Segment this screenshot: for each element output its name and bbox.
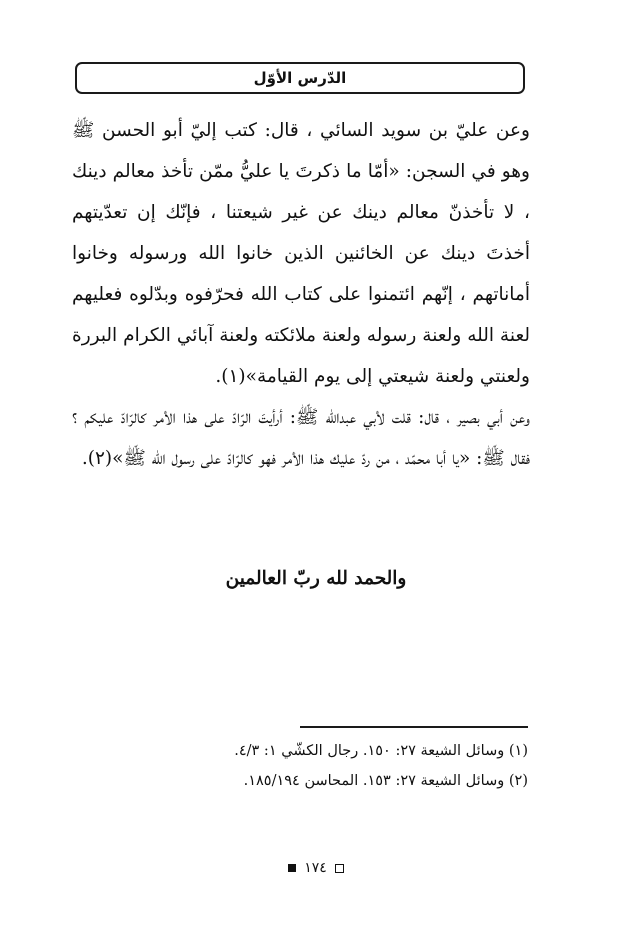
- lesson-title-box: [75, 62, 525, 94]
- paragraph-1: وعن عليّ بن سويد السائي ، قال: كتب إليّ أبو الحسن ﷺ وهو في السجن: «أمّا ما ذكرتَ يا عليُّ ممّن تأخذ معالم دينك ، لا تأخذنّ معالم دينك عن غير شيعتنا ، فإنّك إن تعدّيتهم أخذتَ دينك عن الخائنين الذين خانوا الله ورسوله وخانوا أماناتهم ، إنّهم ائتمنوا على كتاب الله فحرّفوه وبدّلوه فعليهم لعنة الله ولعنة رسوله ولعنة ملائكته ولعنة آبائي الكرام البررة ولعنتي ولعنة شيعتي إلى يوم القيامة»(١).: [72, 120, 530, 387]
- body-text: [72, 110, 530, 479]
- lesson-title: الدّرس الأوّل: [253, 69, 347, 87]
- closing-line: والحمد لله ربّ العالمين: [225, 568, 407, 589]
- footnote-2: (٢) وسائل الشيعة ٢٧: ١٥٣. المحاسن ١٨٥/١٩٤.: [243, 773, 528, 789]
- footnotes: [110, 736, 528, 796]
- footnote-divider: [300, 726, 528, 728]
- page-number-row: [0, 860, 632, 876]
- footnote-1: (١) وسائل الشيعة ٢٧: ١٥٠. رجال الكشّي ١: ٤/٣.: [234, 743, 528, 759]
- filled-square-icon: [288, 864, 296, 872]
- outline-square-icon: [335, 864, 344, 873]
- paragraph-2: وعن أبي بصير ، قال: قلت لأبي عبدالله ﷺ: أرأيتَ الرّادّ على هذا الأمر كالرّادّ عليكم ؟ فقال ﷺ: «يا أبا محمّد ، من ردّ عليك هذا الأمر فهو كالرّادّ على رسول الله ﷺ»(٢).: [72, 407, 530, 469]
- page-number: ١٧٤: [304, 860, 327, 876]
